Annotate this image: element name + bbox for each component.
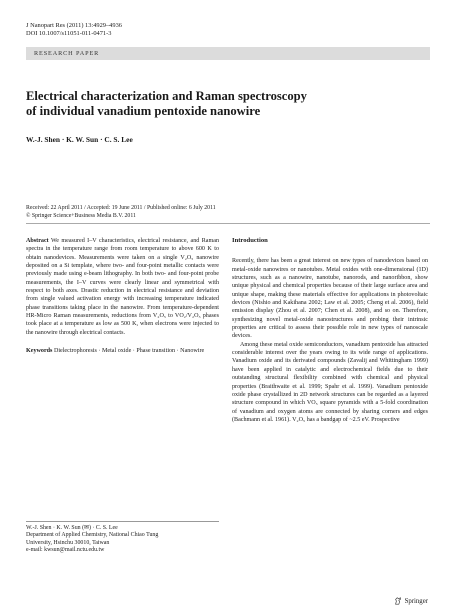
article-type-banner (26, 47, 430, 60)
journal-citation: J Nanopart Res (2011) 13:4929–4936 (26, 22, 122, 29)
springer-horse-icon (394, 597, 402, 605)
title-line-2: of individual vanadium pentoxide nanowire (26, 104, 261, 118)
author-list: W.-J. Shen · K. W. Sun · C. S. Lee (26, 135, 133, 144)
introduction-heading: Introduction (232, 237, 268, 244)
dates-line: Received: 22 April 2011 / Accepted: 19 June 2011 / Published online: 6 July 2011 (26, 205, 216, 211)
affiliation-line-2: University, Hsinchu 30010, Taiwan (26, 539, 110, 546)
article-type-label: RESEARCH PAPER (34, 50, 100, 57)
publisher-name: Springer (404, 597, 428, 605)
paper-title (26, 89, 426, 119)
right-column (232, 237, 428, 424)
author-footnote (26, 521, 219, 555)
doi: DOI 10.1007/s11051-011-0471-3 (26, 30, 112, 38)
email-link[interactable]: e-mail: kwsun@mail.nctu.edu.tw (26, 547, 105, 554)
copyright-line: © Springer Science+Business Media B.V. 2011 (26, 213, 136, 219)
affiliation-line-1: Department of Applied Chemistry, National Chiao Tung (26, 532, 159, 539)
footnote-authors: W.-J. Shen · K. W. Sun (✉) · C. S. Lee (26, 525, 118, 531)
keywords (26, 347, 219, 355)
keywords-text: Dielectrophoresis · Metal oxide · Phase transition · Nanowire (53, 348, 205, 355)
left-column (26, 237, 219, 355)
keywords-label: Keywords (26, 348, 53, 355)
journal-header (26, 22, 122, 38)
publisher-footer (394, 597, 428, 605)
abstract-text: We measured I–V characteristics, electrical resistance, and Raman spectra in the temperature range from room temperature to above 600 K to obtain nanodevices. Measurements were taken on a single V₂O₅ nanowire deposited on a Si template, where two- and four-point metallic contacts were previously made using e-beam lithography. In both two- and four-point probe measurements, the I–V curves were clearly linear and symmetrical with respect to both axes. Drastic reduction in electrical resistance and deviation from single valued activation energy with increasing temperature indicated phase transitions taking place in the nanowire. From temperature-dependent HR-Micro Raman measurements, reductions from V₂O₅ to VO₂/V₂O₃ phases took place at a temperature as low as 500 K, when electrons were injected to the nanowire through electrical contacts. (26, 238, 219, 336)
intro-paragraph-1: Recently, there has been a great interest on new types of nanodevices based on metal-oxide nanowires or nanotubes. Metal oxides with one-dimensional (1D) structures, such as a nanowire, nanotube, nanorods, and nanoribbon, show unique physical and chemical properties because of their large surface area and unique shape, making these materials effective for applications in photovoltaic devices (Nishio and Kakihana 2002; Law et al. 2005; Cheng et al. 2006), field emission display (Zhou et al. 2007; Chen et al. 2008), and so on. Therefore, synthesizing novel metal-oxide nanostructures and probing their intrinsic properties are critical to assess their possible role in new types of nanoscale devices. (232, 258, 428, 340)
title-line-1: Electrical characterization and Raman spectroscopy (26, 89, 307, 103)
intro-paragraph-2: Among these metal oxide semiconductors, vanadium pentoxide has attracted considerable interest over the years owing to its wide range of applications. Vanadium oxide and its derivated compounds (Zavalij and Whittingham 1999) have been applied in catalytic and electrochemical fields due to their outstanding structural flexibility combined with chemical and physical properties (Braithwaite et al. 1999; Spahr et al. 1999). Vanadium pentoxide oxide phase crystallized in 2D network structures can be regarded as a layered structure compound in which VO₅ square pyramids with a 5-fold coordination of vanadium and oxygen atoms are connected by sharing corners and edges (Bachmann et al. 1961). V₂O₅ has a bandgap of ~2.5 eV. Prospective (232, 341, 428, 423)
publication-dates (26, 204, 430, 224)
abstract-label: Abstract (26, 238, 49, 244)
abstract (26, 237, 219, 337)
